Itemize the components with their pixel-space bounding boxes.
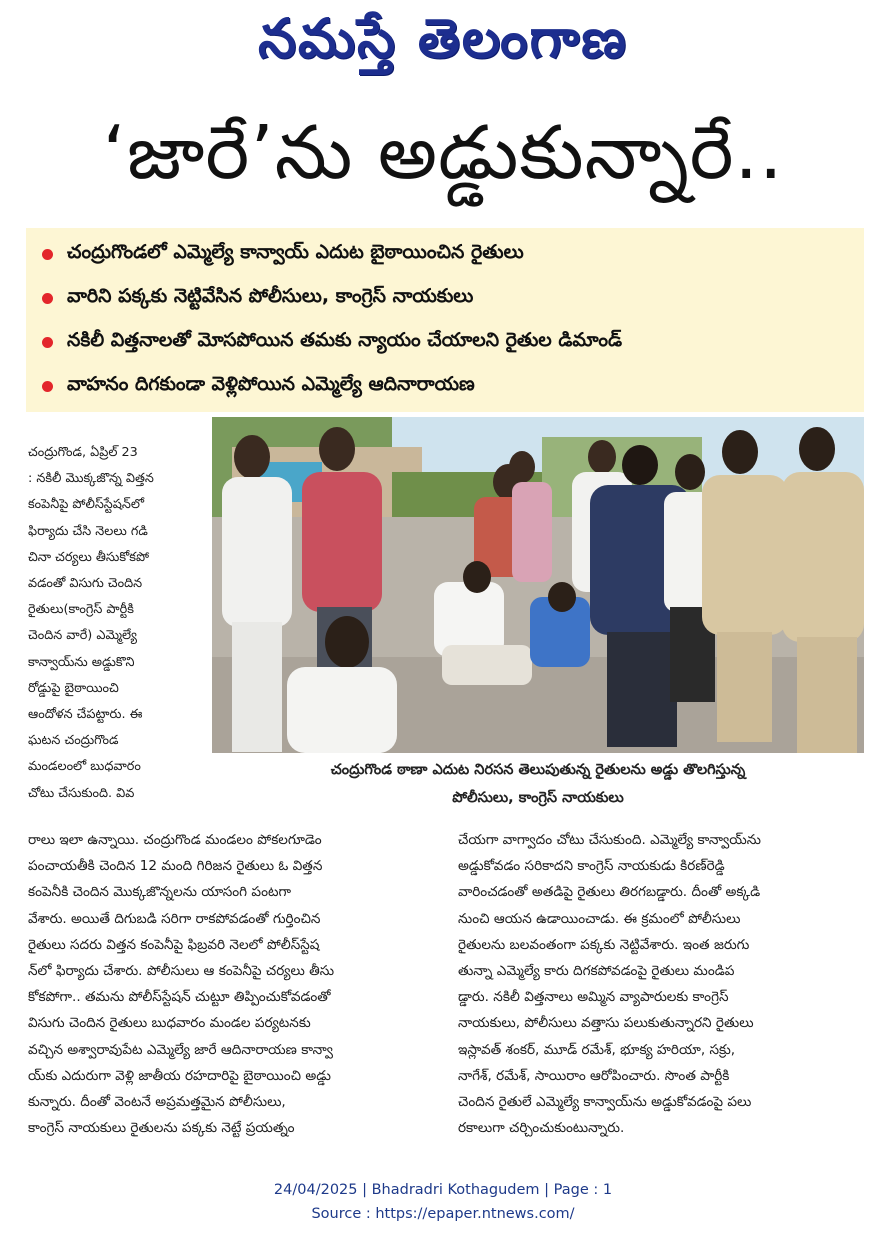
text-line: చోటు చేసుకుంది. వివ — [28, 785, 135, 801]
text-line: డ్డారు. నకిలీ విత్తనాలు అమ్మిన వ్యాపారులకు కాంగ్రెస్ — [458, 989, 729, 1006]
photo-caption — [212, 756, 864, 816]
text-line: రోడ్డుపై బైఠాయించి — [28, 680, 119, 696]
text-line: వేశారు. అయితే దిగుబడి సరిగా రాకపోవడంతో గుర్తించిన — [28, 910, 321, 927]
text-line: వడంతో విసుగు చెందిన — [28, 576, 143, 592]
footer-edition-info: 24/04/2025 | Bhadradri Kothagudem | Page : 1 — [273, 1182, 613, 1198]
text-line: : నకిలీ మొక్కజొన్న విత్తన — [28, 471, 154, 487]
text-line: ఘటన చంద్రుగొండ — [28, 733, 119, 749]
highlight-item — [26, 322, 864, 362]
masthead-logo — [0, 4, 886, 74]
highlights-box — [26, 228, 864, 412]
text-line: చెందిన వారే) ఎమ్మెల్యే — [28, 628, 137, 644]
text-line: కంపెనీపై పోలీస్‌స్టేషన్‌లో — [28, 497, 145, 513]
text-line: రాలు ఇలా ఉన్నాయి. చంద్రుగొండ మండలం పోకలగూడెం — [28, 832, 322, 848]
text-line: చినా చర్యలు తీసుకోకపో — [28, 549, 149, 565]
bullet-icon — [42, 381, 53, 392]
text-line: కున్నారు. దీంతో వెంటనే అప్రమత్తమైన పోలీసులు, — [28, 1094, 286, 1111]
text-line: ఆందోళన చేపట్టారు. ఈ — [28, 707, 143, 723]
text-line: య్‌కు ఎదురుగా వెళ్లి జాతీయ రహదారిపై బైఠాయించి అడ్డు — [28, 1067, 331, 1084]
highlight-text: వారిని పక్కకు నెట్టివేసిన పోలీసులు, కాంగ్రెస్ నాయకులు — [67, 284, 474, 307]
text-line: రైతులు(కాంగ్రెస్ పార్టీకి — [28, 602, 134, 618]
text-line: వారించడంతో అతడిపై రైతులు తిరగబడ్డారు. దీంతో అక్కడి — [458, 884, 761, 901]
bullet-icon — [42, 337, 53, 348]
text-line: నాయకులు, పోలీసులు వత్తాసు పలుకుతున్నారని రైతులు — [458, 1015, 754, 1032]
text-line: మండలంలో బుధవారం — [28, 759, 141, 775]
text-line: తున్నా ఎమ్మెల్యే కారు దిగకపోవడంపై రైతులు మండిప — [458, 963, 735, 980]
highlight-item — [26, 366, 864, 406]
highlight-text: చంద్రుగొండలో ఎమ్మెల్యే కాన్వాయ్ ఎదుట బైఠాయించిన రైతులు — [67, 240, 524, 263]
text-line: చేయగా వాగ్వాదం చోటు చేసుకుంది. ఎమ్మెల్యే కాన్వాయ్‌ను — [458, 832, 761, 848]
masthead-title: నమస్తే తెలంగాణ — [258, 7, 628, 70]
text-line: నుంచి ఆయన ఉడాయించాడు. ఈ క్రమంలో పోలీసులు — [458, 910, 741, 927]
text-line: న్‌లో ఫిర్యాదు చేశారు. పోలీసులు ఆ కంపెనీపై చర్యలు తీసు — [28, 963, 335, 980]
article-column-2 — [28, 827, 448, 1141]
caption-line: పోలీసులు, కాంగ్రెస్ నాయకులు — [452, 790, 624, 806]
highlight-text: నకిలీ విత్తనాలతో మోసపోయిన తమకు న్యాయం చేయాలని రైతుల డిమాండ్ — [67, 328, 623, 351]
text-line: ఫిర్యాదు చేసి నెలలు గడి — [28, 523, 148, 539]
news-photo — [212, 417, 864, 753]
text-line: చెందిన రైతులే ఎమ్మెల్యే కాన్వాయ్‌ను అడ్డుకోవడంపై పలు — [458, 1094, 752, 1111]
article-headline: ‘జారే’ను అడ్డుకున్నారే.. — [102, 110, 784, 196]
highlight-text: వాహనం దిగకుండా వెళ్లిపోయిన ఎమ్మెల్యే ఆదినారాయణ — [67, 372, 475, 395]
text-line: నాగేశ్, రమేశ్, సాయిరాం ఆరోపించారు. సొంత పార్టీకి — [458, 1067, 730, 1084]
text-line: ఇస్లావత్ శంకర్, మూడ్ రమేశ్, భూక్య హరియా, సక్రు, — [458, 1041, 736, 1058]
highlight-item — [26, 278, 864, 318]
footer-source-link[interactable]: Source : https://epaper.ntnews.com/ — [311, 1206, 575, 1222]
text-line: అడ్డుకోవడం సరికాదని కాంగ్రెస్ నాయకుడు కిరణ్‌రెడ్డి — [458, 858, 725, 875]
text-line: కాన్వాయ్‌ను అడ్డుకొని — [28, 654, 135, 670]
text-line: వచ్చిన అశ్వారావుపేట ఎమ్మెల్యే జారే ఆదినారాయణ కాన్వా — [28, 1041, 333, 1058]
article-column-1 — [28, 440, 206, 807]
article-column-3 — [458, 827, 862, 1141]
text-line: కాంగ్రెస్ నాయకులు రైతులను పక్కకు నెట్టే ప్రయత్నం — [28, 1120, 295, 1137]
text-line: రకాలుగా చర్చించుకుంటున్నారు. — [458, 1120, 625, 1137]
text-line: కోకపోగా.. తమను పోలీస్‌స్టేషన్ చుట్టూ తిప్పించుకోవడంతో — [28, 989, 331, 1006]
caption-line: చంద్రుగొండ ఠాణా ఎదుట నిరసన తెలుపుతున్న రైతులను అడ్డు తొలగిస్తున్న — [330, 762, 746, 778]
text-line: కంపెనీకి చెందిన మొక్కజొన్నలను యాసంగి పంటగా — [28, 884, 291, 901]
bullet-icon — [42, 249, 53, 260]
text-line: రైతులను బలవంతంగా పక్కకు నెట్టివేశారు. ఇంత జరుగు — [458, 936, 750, 953]
page-footer — [0, 1178, 886, 1226]
text-line: విసుగు చెందిన రైతులు బుధవారం మండల పర్యటనకు — [28, 1015, 311, 1032]
text-line: రైతులు సదరు విత్తన కంపెనీపై ఫిబ్రవరి నెలలో పోలీస్‌స్టేష — [28, 936, 320, 953]
highlight-item — [26, 234, 864, 274]
text-line: పంచాయతీకి చెందిన 12 మంది గిరిజన రైతులు ఓ విత్తన — [28, 858, 323, 875]
bullet-icon — [42, 293, 53, 304]
text-line: చంద్రుగొండ, ఏప్రిల్ 23 — [28, 445, 138, 460]
